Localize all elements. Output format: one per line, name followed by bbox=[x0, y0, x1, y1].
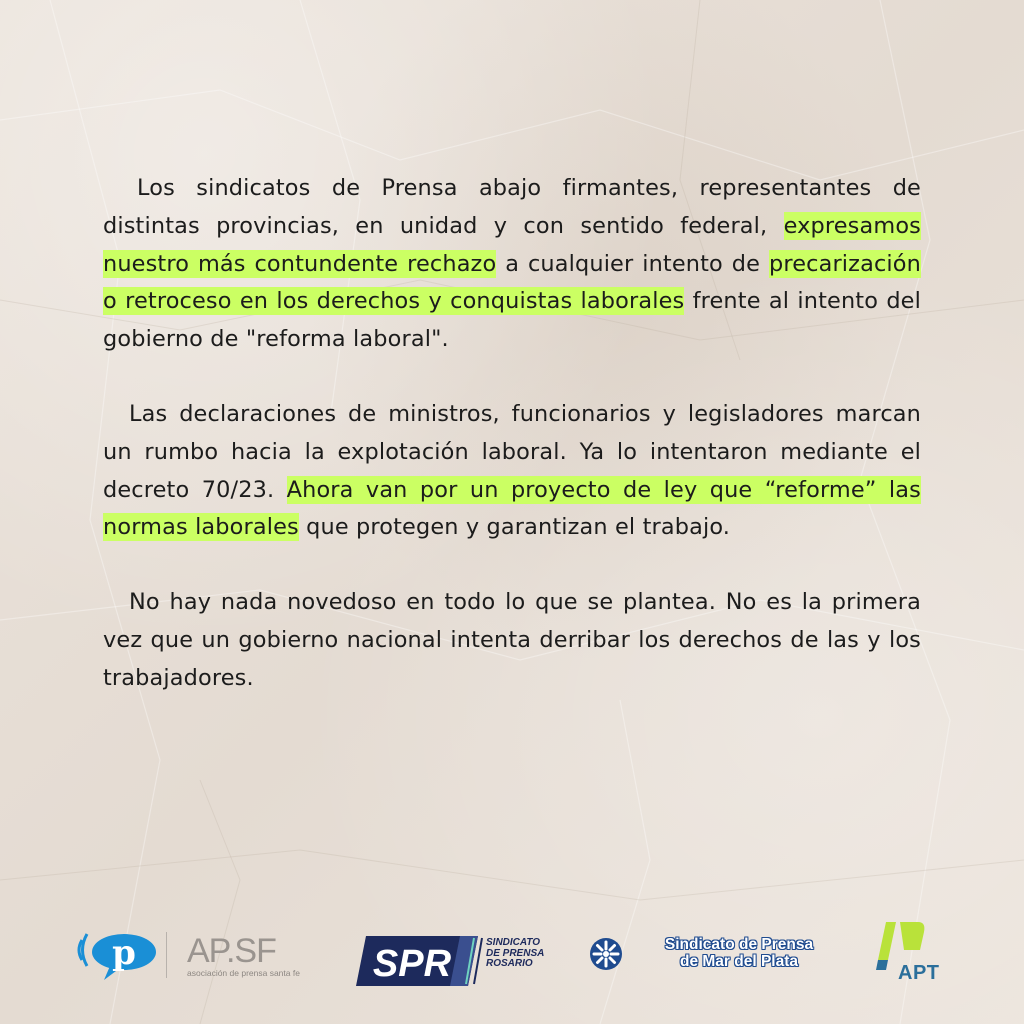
paragraph-3 bbox=[103, 584, 921, 697]
apsf-speech-bubble-icon bbox=[74, 930, 160, 982]
spr-subtitle-line-3: ROSARIO bbox=[486, 958, 533, 969]
spr-subtitle-line-1: SINDICATO bbox=[486, 937, 541, 948]
smdp-logo bbox=[588, 936, 858, 976]
apt-logo bbox=[870, 920, 950, 992]
spr-subtitle bbox=[486, 938, 544, 970]
union-logos-row bbox=[0, 920, 1024, 1000]
apsf-subtitle: asociación de prensa santa fe bbox=[187, 968, 300, 978]
apt-name: APT bbox=[898, 962, 940, 984]
spr-subtitle-line-2: DE PRENSA bbox=[486, 947, 545, 959]
apsf-name: AP.SF bbox=[187, 932, 276, 970]
paragraph-1 bbox=[103, 170, 921, 359]
apsf-logo bbox=[74, 930, 314, 982]
paragraph-1-text-c: frente al intento del gobierno de "reforma laboral". bbox=[103, 288, 921, 353]
paragraph-1-text-a: Los sindicatos de Prensa abajo firmantes, representantes de distintas provincias, en unidad y con sentido federal, bbox=[103, 175, 921, 239]
paragraph-2-text-a: Las declaraciones de ministros, funcionarios y legisladores marcan un rumbo hacia la explotación laboral. Ya lo intentaron mediante el decreto 70/23. bbox=[103, 400, 921, 503]
smdp-line-2: de Mar del Plata bbox=[679, 953, 798, 970]
highlight-proyecto-de-ley: Ahora van por un proyecto de ley que “reforme” las normas laborales bbox=[103, 476, 921, 541]
apsf-divider bbox=[166, 932, 167, 978]
apsf-icon-letter: p bbox=[112, 933, 136, 973]
smdp-line-1: Sindicato de Prensa bbox=[664, 936, 814, 953]
paragraph-2-text-b: que protegen y garantizan el trabajo. bbox=[298, 514, 731, 541]
highlight-rechazo: expresamos nuestro más contundente rechazo bbox=[103, 212, 921, 277]
spr-logo bbox=[356, 934, 571, 990]
smdp-name bbox=[628, 936, 850, 970]
highlight-precarizacion: precarización o retroceso en los derechos y conquistas laborales bbox=[103, 250, 921, 315]
paragraph-1-text-b: a cualquier intento de bbox=[496, 250, 769, 277]
smdp-emblem-icon bbox=[588, 936, 624, 972]
statement-body bbox=[103, 170, 921, 698]
paragraph-2 bbox=[103, 396, 921, 547]
spr-acronym: SPR bbox=[372, 943, 452, 985]
paragraph-3-text-a: No hay nada novedoso en todo lo que se plantea. No es la primera vez que un gobierno nacional intenta derribar los derechos de las y los trabajadores. bbox=[103, 589, 921, 691]
